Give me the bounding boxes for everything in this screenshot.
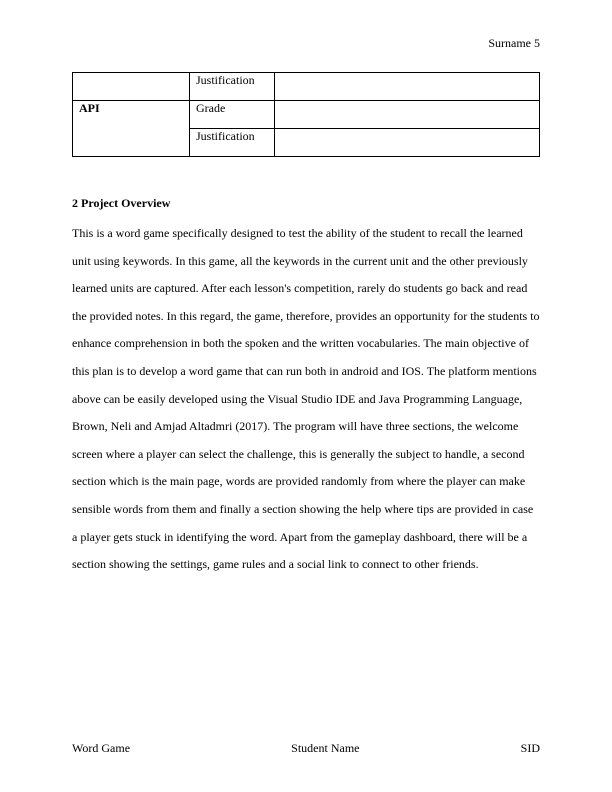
table-cell: Justification: [190, 73, 275, 101]
table-row: [73, 101, 540, 129]
table-cell: [73, 73, 190, 101]
body-paragraph: [72, 220, 542, 579]
table-cell: [275, 73, 540, 101]
footer-left: Word Game: [72, 741, 131, 755]
paragraph-line: learned units are captured. After each lesson's competition, rarely do students go back and read: [72, 281, 528, 296]
footer-center: Student Name: [291, 741, 360, 755]
paragraph-line: enhance comprehension in both the spoken and the written vocabularies. The main objective of: [72, 336, 529, 351]
paragraph-line: section showing the settings, game rules and a social link to connect to other friends.: [72, 557, 479, 572]
section-heading: 2 Project Overview: [72, 196, 171, 210]
table-cell-api: API: [73, 101, 190, 157]
page-footer: [72, 741, 540, 756]
paragraph-line: sensible words from them and finally a section showing the help where tips are provided in case: [72, 501, 534, 516]
paragraph-line: This is a word game specifically designed to test the ability of the student to recall the learned: [72, 226, 523, 240]
paragraph-line: this plan is to develop a word game that can run both in android and IOS. The platform mentions: [72, 363, 537, 378]
table-cell: [275, 101, 540, 129]
table-cell: Grade: [190, 101, 275, 129]
page-number-label: Surname 5: [488, 36, 540, 50]
grading-table: [72, 72, 540, 157]
table-row: [73, 73, 540, 101]
paragraph-line: the provided notes. In this regard, the game, therefore, provides an opportunity for the students to: [72, 308, 540, 323]
paragraph-line: screen where a player can select the challenge, this is generally the subject to handle, a second: [72, 446, 525, 461]
page-header: [488, 36, 540, 51]
paragraph-line: above can be easily developed using the Visual Studio IDE and Java Programming Language,: [72, 391, 523, 406]
project-overview-section: [72, 192, 542, 579]
paragraph-line: a player gets stuck in identifying the word. Apart from the gameplay dashboard, there will be a: [72, 529, 528, 544]
table-cell: [275, 129, 540, 157]
footer-right: SID: [520, 741, 540, 755]
paragraph-line: Brown, Neli and Amjad Altadmri (2017). The program will have three sections, the welcome: [72, 419, 519, 434]
paragraph-line: unit using keywords. In this game, all the keywords in the current unit and the other previously: [72, 253, 528, 268]
paragraph-line: section which is the main page, words are provided randomly from where the player can make: [72, 474, 526, 489]
table-cell: Justification: [190, 129, 275, 157]
